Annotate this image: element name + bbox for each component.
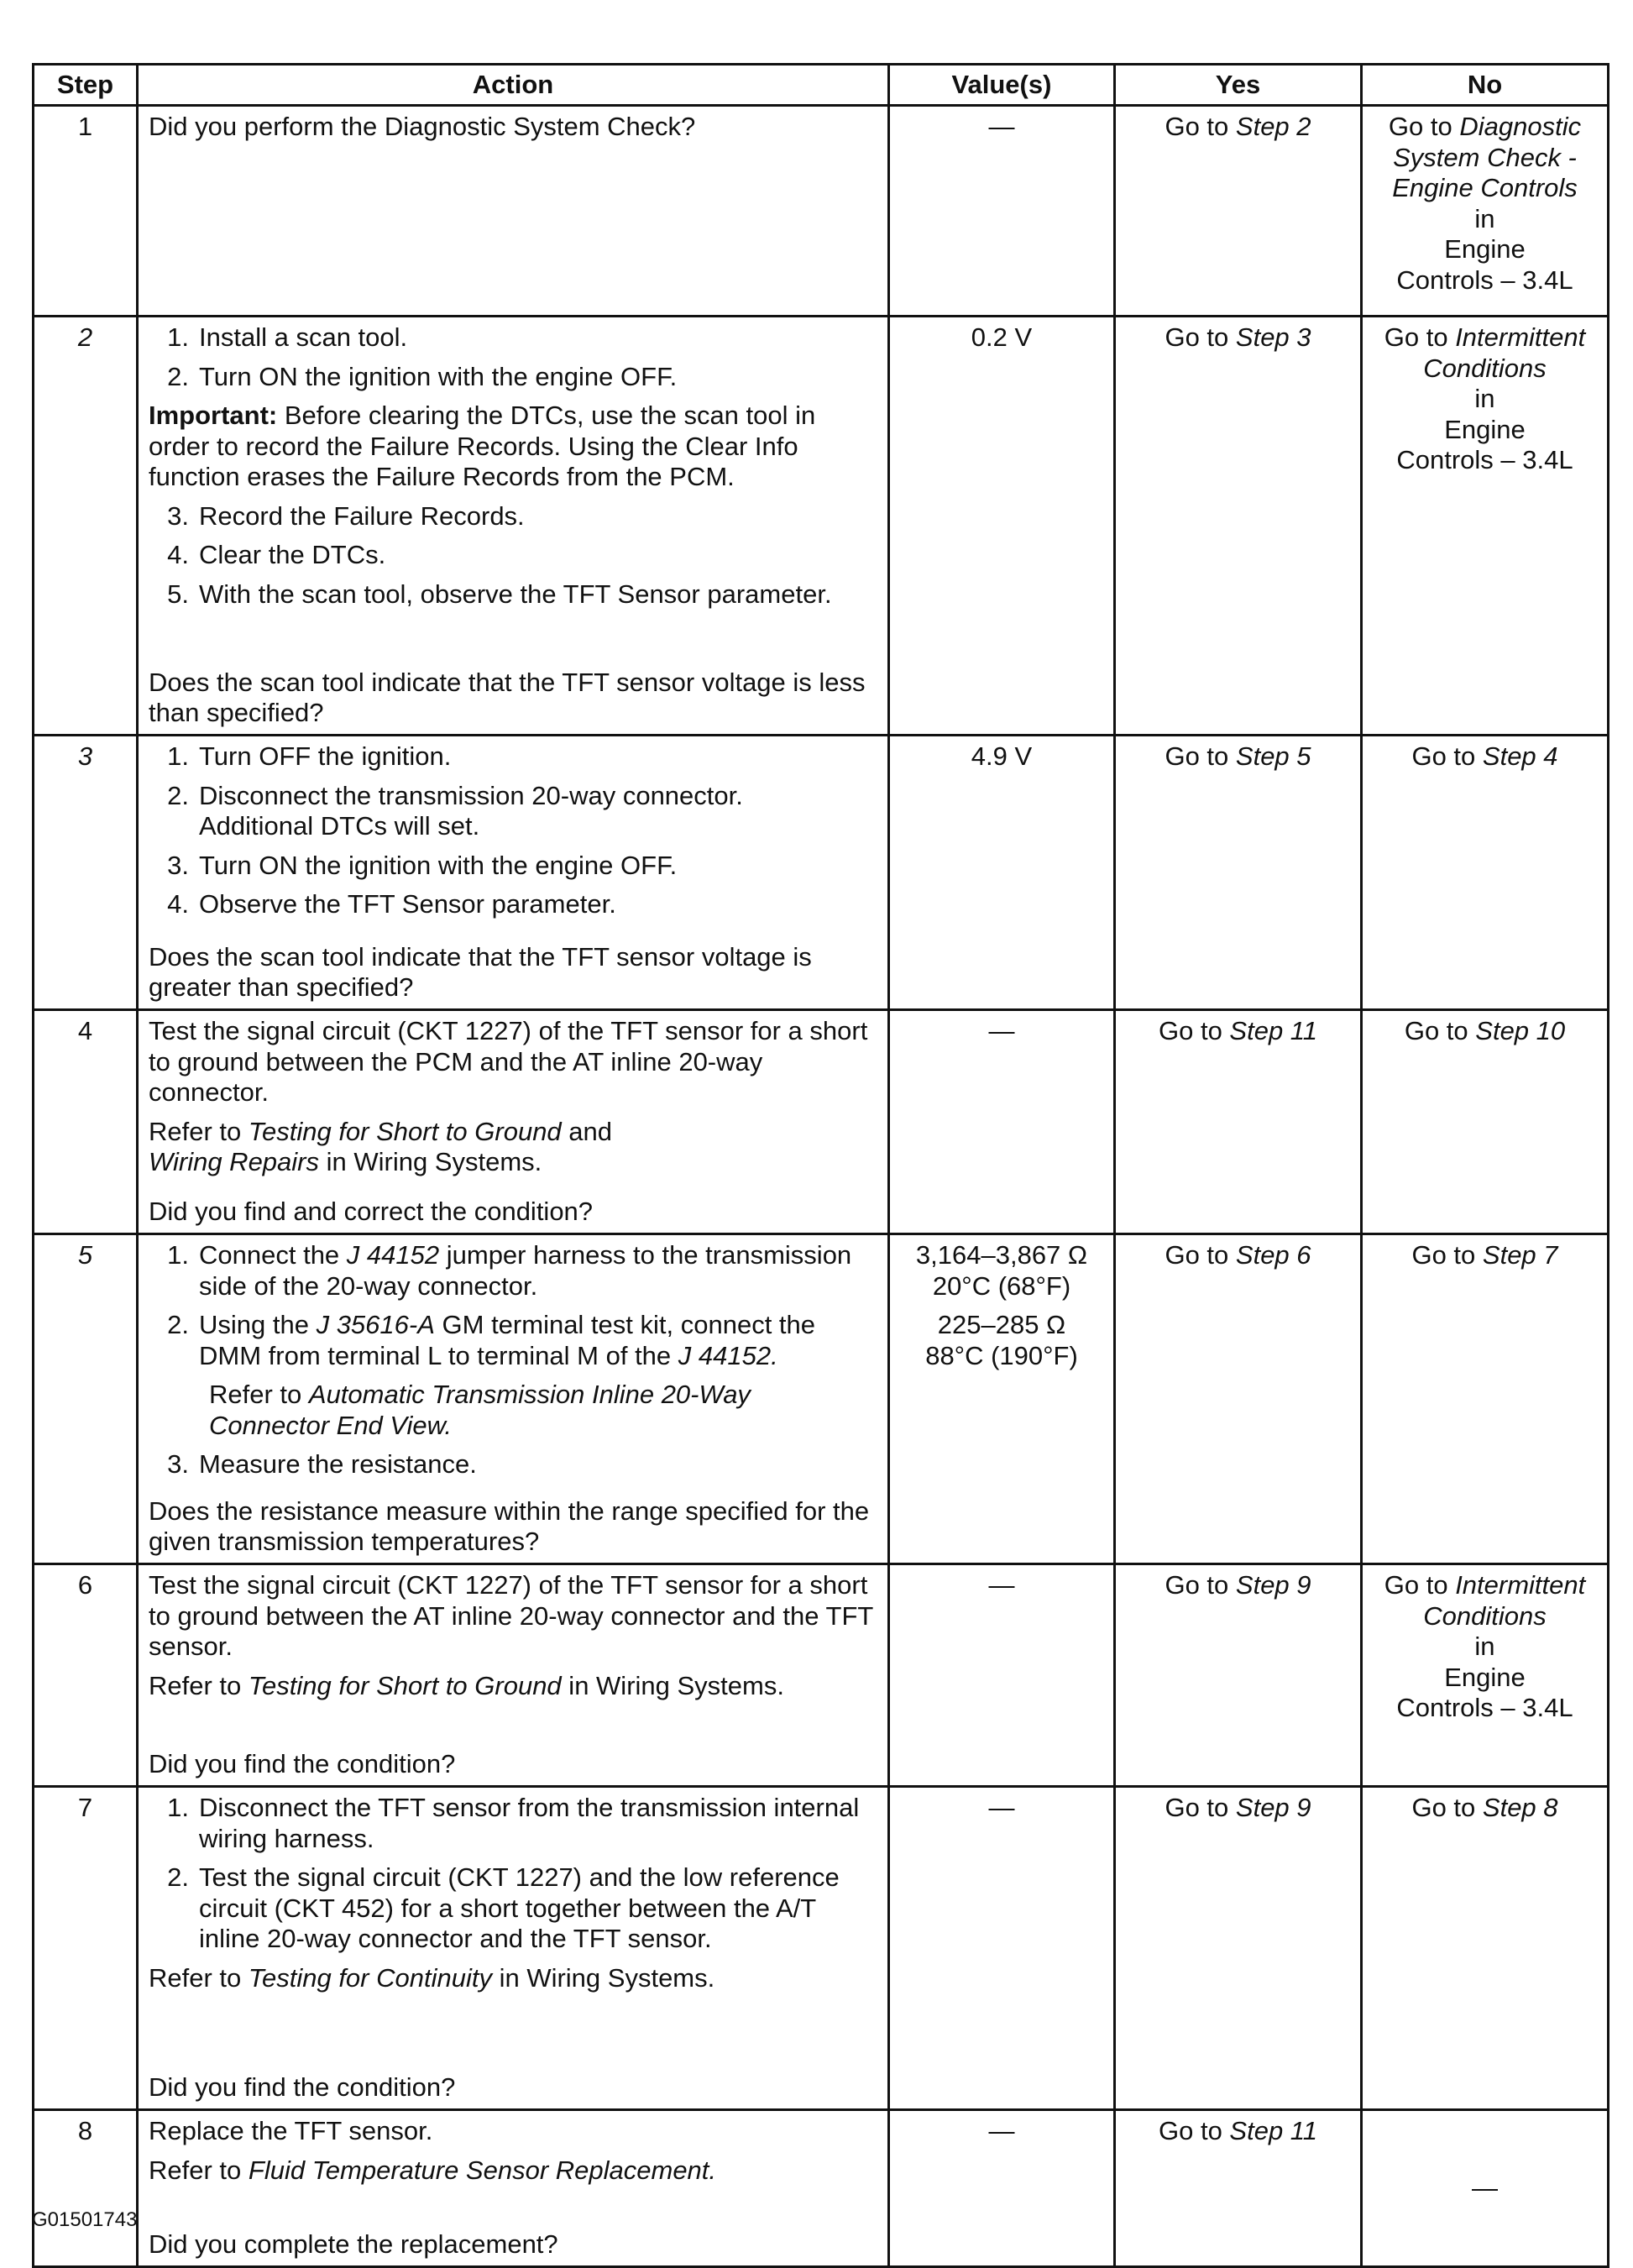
list-item: 3. Record the Failure Records. [167, 500, 525, 531]
question-text: Did you find the condition? [149, 2072, 456, 2103]
refer-text: Refer to Fluid Temperature Sensor Replacement. [149, 2155, 717, 2185]
value-cell: — [889, 1564, 1115, 1787]
action-cell [138, 317, 889, 736]
action-text: Did you perform the Diagnostic System Check? [149, 112, 696, 141]
table-row-step-2 [34, 317, 1609, 736]
header-action: Action [138, 65, 889, 106]
step-number: 8 [34, 2110, 138, 2267]
yes-cell: Go to Step 3 [1115, 317, 1362, 736]
refer-text: Refer to Testing for Short to Ground in Wiring Systems. [149, 1670, 784, 1700]
figure-id-caption: G01501743 [32, 2208, 138, 2231]
action-cell [138, 106, 889, 317]
list-item: 2. Disconnect the transmission 20-way connector. Additional DTCs will set. [167, 780, 743, 841]
header-no: No [1362, 65, 1609, 106]
yes-cell: Go to Step 2 [1115, 106, 1362, 317]
list-item: 1. Install a scan tool. [167, 322, 408, 352]
action-cell [138, 1234, 889, 1564]
step-number: 1 [34, 106, 138, 317]
list-item: 3. Turn ON the ignition with the engine OFF. [167, 850, 678, 880]
question-text: Did you complete the replacement? [149, 2229, 558, 2260]
list-item: 2. Turn ON the ignition with the engine OFF. [167, 361, 678, 391]
header-yes: Yes [1115, 65, 1362, 106]
yes-cell: Go to Step 9 [1115, 1564, 1362, 1787]
action-text: Replace the TFT sensor. [149, 2116, 433, 2145]
table-row-step-4 [34, 1010, 1609, 1234]
refer-text: Refer to Testing for Short to Ground and Wiring Repairs in Wiring Systems. [149, 1116, 613, 1177]
no-cell: Go to Intermittent Conditions in Engine Controls – 3.4L [1362, 317, 1609, 736]
important-note: Important: Before clearing the DTCs, use the scan tool in order to record the Failure Records. Using the Clear Info function erases the Failure Records from the PCM. [149, 401, 816, 492]
step-number: 4 [34, 1010, 138, 1234]
no-cell: Go to Diagnostic System Check - Engine Controls in Engine Controls – 3.4L [1362, 106, 1609, 317]
no-cell: Go to Step 8 [1362, 1787, 1609, 2110]
refer-text: Refer to Automatic Transmission Inline 20-Way Connector End View. [209, 1380, 751, 1440]
yes-cell: Go to Step 9 [1115, 1787, 1362, 2110]
step-number: 7 [34, 1787, 138, 2110]
diagnostic-table [32, 63, 1609, 2268]
step-number: 6 [34, 1564, 138, 1787]
value-cell: 3,164–3,867 Ω 20°C (68°F) 225–285 Ω 88°C (190°F) [889, 1234, 1115, 1564]
list-item: 1. Turn OFF the ignition. [167, 741, 452, 771]
question-text: Does the scan tool indicate that the TFT sensor voltage is less than specified? [149, 667, 866, 728]
table-row-step-6 [34, 1564, 1609, 1787]
list-item: 4. Clear the DTCs. [167, 540, 386, 570]
list-item: 5. With the scan tool, observe the TFT Sensor parameter. [167, 579, 832, 610]
action-cell [138, 2110, 889, 2267]
value-cell: 0.2 V [889, 317, 1115, 736]
header-values: Value(s) [889, 65, 1115, 106]
value-cell: — [889, 2110, 1115, 2267]
action-text: Test the signal circuit (CKT 1227) of the TFT sensor for a short to ground between the AT inline 20-way connector and the TFT sensor. [149, 1570, 873, 1662]
list-item: 1. Disconnect the TFT sensor from the transmission internal wiring harness. [167, 1793, 860, 1853]
question-text: Does the resistance measure within the range specified for the given transmission temperatures? [149, 1495, 870, 1557]
no-cell: Go to Step 4 [1362, 736, 1609, 1010]
list-item: 2. Using the J 35616-A GM terminal test kit, connect the DMM from terminal L to terminal M of the J 44152. [167, 1310, 816, 1370]
action-cell [138, 1010, 889, 1234]
step-number: 2 [34, 317, 138, 736]
no-cell: Go to Step 10 [1362, 1010, 1609, 1234]
action-text: Test the signal circuit (CKT 1227) of the TFT sensor for a short to ground between the PCM and the AT inline 20-way connector. [149, 1016, 868, 1108]
no-cell: Go to Intermittent Conditions in Engine Controls – 3.4L [1362, 1564, 1609, 1787]
value-cell: — [889, 1010, 1115, 1234]
step-number: 5 [34, 1234, 138, 1564]
table-row-step-1 [34, 106, 1609, 317]
yes-cell: Go to Step 5 [1115, 736, 1362, 1010]
table-row-step-3 [34, 736, 1609, 1010]
header-step: Step [34, 65, 138, 106]
table-row-step-5 [34, 1234, 1609, 1564]
table-row-step-8 [34, 2110, 1609, 2267]
list-item: 3. Measure the resistance. [167, 1449, 477, 1480]
yes-cell: Go to Step 11 [1115, 2110, 1362, 2267]
action-cell [138, 736, 889, 1010]
value-cell: — [889, 106, 1115, 317]
list-item: 1. Connect the J 44152 jumper harness to the transmission side of the 20-way connector. [167, 1240, 852, 1301]
yes-cell: Go to Step 11 [1115, 1010, 1362, 1234]
no-cell: Go to Step 7 [1362, 1234, 1609, 1564]
question-text: Does the scan tool indicate that the TFT sensor voltage is greater than specified? [149, 941, 812, 1003]
value-cell: 4.9 V [889, 736, 1115, 1010]
action-cell [138, 1564, 889, 1787]
value-cell: — [889, 1787, 1115, 2110]
question-text: Did you find the condition? [149, 1749, 456, 1779]
table-row-step-7 [34, 1787, 1609, 2110]
list-item: 2. Test the signal circuit (CKT 1227) and the low reference circuit (CKT 452) for a short together between the A/T inline 20-way connector and the TFT sensor. [167, 1862, 840, 1954]
action-cell [138, 1787, 889, 2110]
step-number: 3 [34, 736, 138, 1010]
refer-text: Refer to Testing for Continuity in Wiring Systems. [149, 1962, 715, 1993]
table-header-row [34, 65, 1609, 106]
list-item: 4. Observe the TFT Sensor parameter. [167, 889, 616, 919]
no-cell: — [1362, 2110, 1609, 2267]
question-text: Did you find and correct the condition? [149, 1197, 594, 1227]
yes-cell: Go to Step 6 [1115, 1234, 1362, 1564]
